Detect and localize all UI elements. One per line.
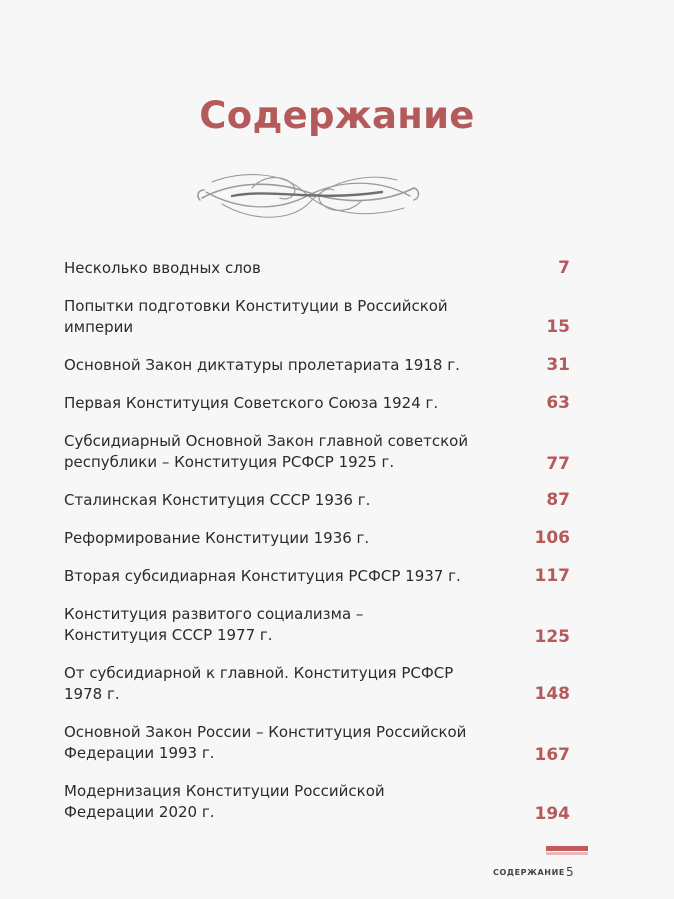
toc-entry[interactable]	[64, 722, 570, 764]
toc-entry-title: Модернизация Конституции Российской Федерации 2020 г.	[64, 782, 385, 821]
toc-entry-title: Сталинская Конституция СССР 1936 г.	[64, 491, 371, 509]
toc-entry-title: Реформирование Конституции 1936 г.	[64, 529, 370, 547]
toc-entry-title: Первая Конституция Советского Союза 1924 г.	[64, 394, 439, 412]
footer-section-label: СОДЕРЖАНИЕ	[493, 868, 565, 877]
toc-entry-page: 148	[534, 684, 570, 704]
toc-entry[interactable]	[64, 296, 570, 338]
toc-entry[interactable]	[64, 355, 570, 376]
toc-entry-title: Попытки подготовки Конституции в Российской империи	[64, 297, 448, 336]
toc-entry[interactable]	[64, 566, 570, 587]
toc-entry-page: 31	[546, 355, 570, 375]
toc-entry-title: Субсидиарный Основной Закон главной советской республики – Конституция РСФСР 1925 г.	[64, 432, 469, 471]
footer-accent-bars	[546, 846, 588, 855]
toc-entry-page: 125	[534, 627, 570, 647]
toc-entry-title: Вторая субсидиарная Конституция РСФСР 1937 г.	[64, 567, 461, 585]
footer-bar-red	[546, 846, 588, 851]
toc-entry-page: 87	[546, 490, 570, 510]
page-title: Содержание	[199, 94, 475, 137]
toc-entry[interactable]	[64, 431, 570, 473]
toc-entry-page: 167	[534, 745, 570, 765]
toc-entry-page: 63	[546, 393, 570, 413]
toc-entry[interactable]	[64, 604, 570, 646]
toc-entry-title: Конституция развитого социализма – Конституция СССР 1977 г.	[64, 605, 364, 644]
toc-entry-title: Основной Закон России – Конституция Российской Федерации 1993 г.	[64, 723, 467, 762]
toc-entry-page: 15	[546, 317, 570, 337]
toc-entry[interactable]	[64, 258, 570, 279]
toc-entry[interactable]	[64, 393, 570, 414]
footer-bar-pink	[546, 852, 588, 855]
toc-entry-page: 194	[534, 804, 570, 824]
toc-entry-page: 77	[546, 454, 570, 474]
toc-entry[interactable]	[64, 528, 570, 549]
toc-entry-title: Основной Закон диктатуры пролетариата 1918 г.	[64, 356, 460, 374]
toc-entry-title: Несколько вводных слов	[64, 259, 261, 277]
toc-entry[interactable]	[64, 781, 570, 823]
toc-entry-title: От субсидиарной к главной. Конституция РСФСР 1978 г.	[64, 664, 454, 703]
table-of-contents	[64, 258, 570, 840]
toc-entry-page: 117	[534, 566, 570, 586]
footer-page-number: 5	[566, 865, 574, 879]
toc-entry[interactable]	[64, 663, 570, 705]
toc-entry-page: 7	[558, 258, 570, 278]
flourish-ornament-icon	[192, 152, 422, 236]
toc-entry-page: 106	[534, 528, 570, 548]
toc-entry[interactable]	[64, 490, 570, 511]
